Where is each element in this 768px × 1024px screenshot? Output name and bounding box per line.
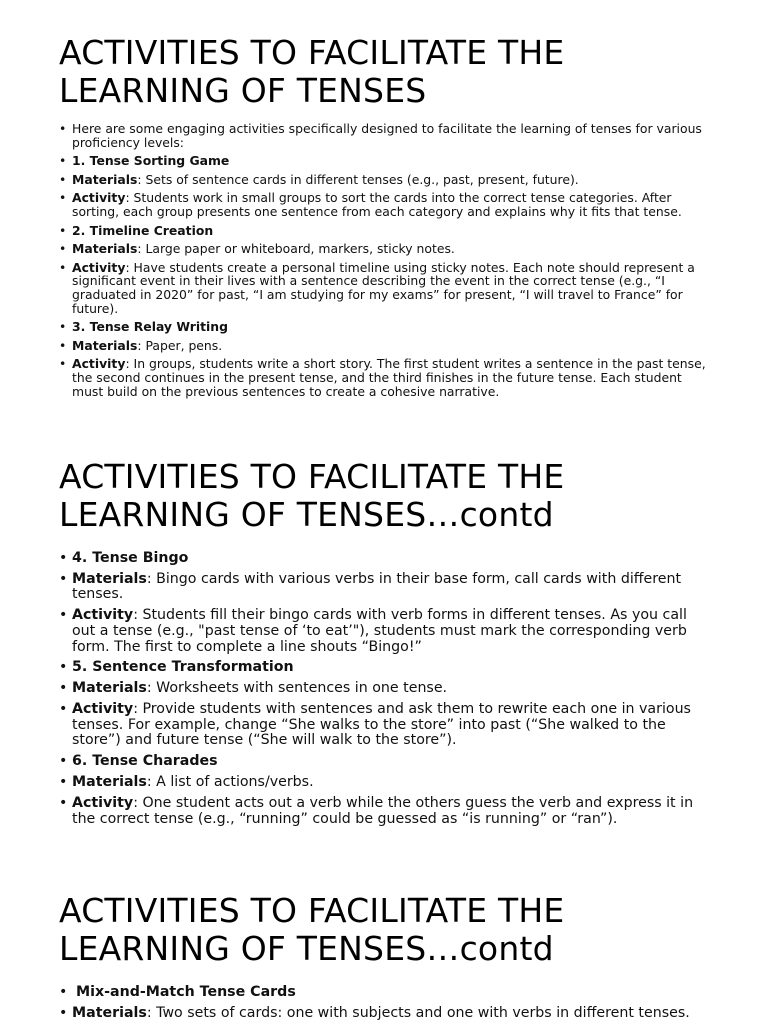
- slide-2: [59, 458, 709, 833]
- activity-heading: • 4. Tense Bingo: [59, 551, 709, 567]
- materials-item: • Materials: Two sets of cards: one with subjects and one with verbs in different tenses.: [59, 1006, 709, 1022]
- slide-2-title: ACTIVITIES TO FACILITATE THE LEARNING OF TENSES…contd: [59, 457, 565, 534]
- materials-item: • Materials: Sets of sentence cards in different tenses (e.g., past, present, future).: [59, 173, 709, 187]
- activity-item: • Activity: One student acts out a verb while the others guess the verb and express it in the correct tense (e.g., “running” could be guessed as “is running” or “ran”).: [59, 796, 709, 827]
- slide-3-title: ACTIVITIES TO FACILITATE THE LEARNING OF TENSES…contd: [59, 891, 565, 968]
- slide-2-bullet-list: [59, 551, 709, 827]
- intro-text: • Here are some engaging activities specifically designed to facilitate the learning of tenses for various proficiency levels:: [59, 122, 709, 149]
- activity-heading: • Mix-and-Match Tense Cards: [59, 985, 709, 1001]
- materials-item: • Materials: Paper, pens.: [59, 339, 709, 353]
- activity-item: • Activity: Students fill their bingo cards with verb forms in different tenses. As you call out a tense (e.g., "past tense of ‘to eat’"), students must mark the corresponding verb form. The first to complete a line shouts “Bingo!”: [59, 608, 709, 655]
- activity-heading: • 1. Tense Sorting Game: [59, 154, 709, 168]
- slide-1: [59, 34, 709, 403]
- activity-heading: • 2. Timeline Creation: [59, 224, 709, 238]
- activity-heading: • 3. Tense Relay Writing: [59, 320, 709, 334]
- activity-heading: • 5. Sentence Transformation: [59, 660, 709, 676]
- materials-item: • Materials: Large paper or whiteboard, markers, sticky notes.: [59, 242, 709, 256]
- activity-item: • Activity: Provide students with sentences and ask them to rewrite each one in various tenses. For example, change “She walks to the store” into past (“She walked to the store”) and future tense (“She will walk to the store”).: [59, 702, 709, 749]
- activity-item: • Activity: Students work in small groups to sort the cards into the correct tense categories. After sorting, each group presents one sentence from each category and explains why it fits that tense.: [59, 191, 709, 218]
- materials-item: • Materials: Bingo cards with various verbs in their base form, call cards with different tenses.: [59, 572, 709, 603]
- activity-item: • Activity: Have students create a personal timeline using sticky notes. Each note should represent a significant event in their lives with a sentence describing the event in the correct tense (e.g., “I graduated in 2020” for past, “I am studying for my exams” for present, “I will travel to France” for future).: [59, 261, 709, 315]
- materials-item: • Materials: A list of actions/verbs.: [59, 775, 709, 791]
- slide-1-title: ACTIVITIES TO FACILITATE THE LEARNING OF TENSES: [59, 33, 565, 110]
- slide-3-bullet-list: [59, 985, 709, 1021]
- slide-3: [59, 892, 709, 1024]
- activity-heading: • 6. Tense Charades: [59, 754, 709, 770]
- materials-item: • Materials: Worksheets with sentences in one tense.: [59, 681, 709, 697]
- activity-item: • Activity: In groups, students write a short story. The first student writes a sentence in the past tense, the second continues in the present tense, and the third finishes in the future tense. Each student must build on the previous sentences to create a cohesive narrative.: [59, 357, 709, 398]
- slide-1-bullet-list: [59, 122, 709, 398]
